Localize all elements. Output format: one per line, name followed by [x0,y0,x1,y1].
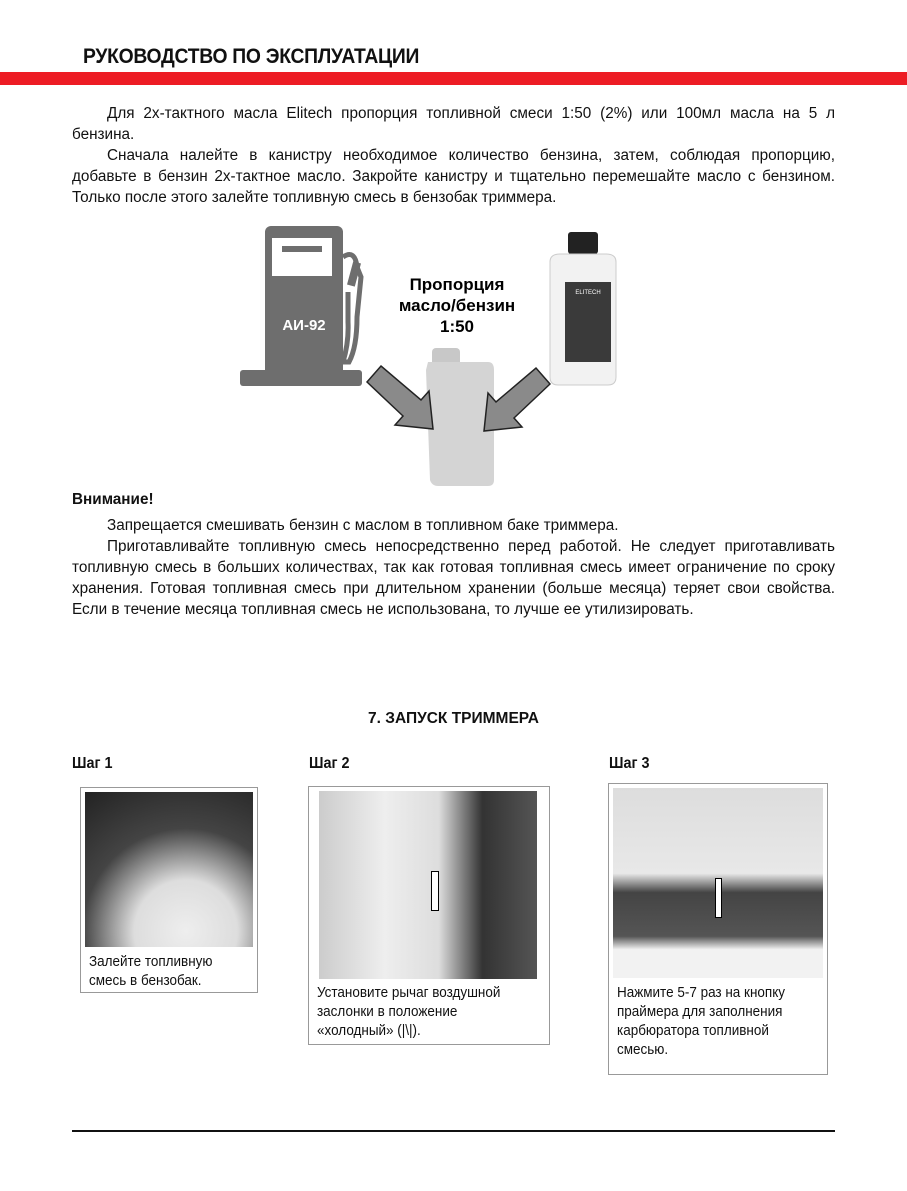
step-1-photo [85,792,253,947]
page-header-title: РУКОВОДСТВО ПО ЭКСПЛУАТАЦИИ [83,45,420,68]
step-2-card [308,786,550,1045]
step-1-caption: Залейте топливную смесь в бензобак. [89,954,213,989]
figure-title-line1: Пропорция [409,275,505,294]
fuel-pump-icon [240,226,362,386]
up-arrow-icon [715,878,722,918]
warning-paragraph: Запрещается смешивать бензин с маслом в топливном баке триммера. [107,517,619,534]
header-red-bar [0,72,907,85]
step-2-photo [319,791,537,979]
bottle-brand: ELITECH [575,290,601,296]
oil-bottle-icon [550,232,616,385]
canister-icon [426,348,494,486]
intro-paragraph: Сначала налейте в канистру необходимое количество бензина, затем, соблюдая пропорцию, добавьте в бензин 2х-тактное масло. Закройте канистру и тщательно перемешайте масло с бензином. Только после этого залейте топливную смесь в бензобак триммера. [72,147,835,206]
step-3-caption: Нажмите 5-7 раз на кнопку праймера для заполнения карбюратора топливной смесью. [617,985,785,1058]
step-2-label: Шаг 2 [309,755,350,772]
step-1-card [80,787,258,993]
step-1-label: Шаг 1 [72,755,113,772]
warning-text [72,515,835,620]
fuel-mix-illustration [232,222,652,487]
arrow-left-icon [367,366,433,429]
step-3-photo [613,788,823,978]
step-3-card [608,783,828,1075]
step-3-label: Шаг 3 [609,755,650,772]
section-title: 7. ЗАПУСК ТРИММЕРА [368,710,539,727]
intro-text [72,103,835,208]
warning-title: Внимание! [72,491,154,508]
warning-paragraph: Приготавливайте топливную смесь непосредственно перед работой. Не следует приготавливать топливную смесь в больших количествах, так как готовая топливная смесь имеет ограничение по сроку хранения. Готовая топливная смесь при длительном хранении (больше месяца) теряет свои свойства. Если в течение месяца топливная смесь не использована, то лучше ее утилизировать. [72,538,835,618]
pump-label: АИ-92 [282,317,326,334]
up-arrow-icon [431,871,439,911]
step-2-caption: Установите рычаг воздушной заслонки в положение «холодный» (|\|). [317,985,501,1039]
figure-ratio: 1:50 [439,317,475,336]
fuel-mix-figure [232,222,652,487]
intro-paragraph: Для 2х-тактного масла Elitech пропорция топливной смеси 1:50 (2%) или 100мл масла на 5 л бензина. [72,105,835,143]
figure-title-line2: масло/бензин [398,296,516,315]
footer-divider [72,1130,835,1132]
